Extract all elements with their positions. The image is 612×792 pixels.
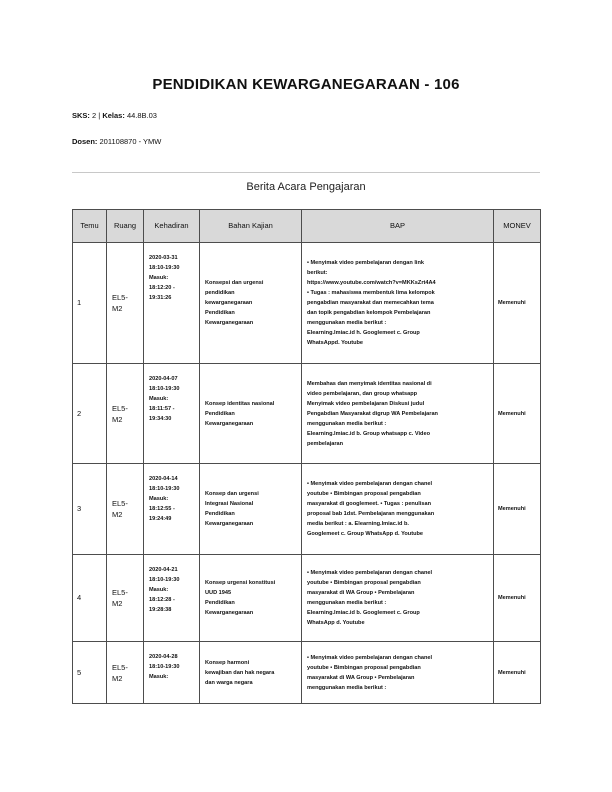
bahan-kajian-cell (200, 243, 302, 364)
bap-cell (302, 243, 494, 364)
kehadiran-line: Masuk: (149, 496, 169, 502)
ruang-cell (107, 243, 144, 364)
ruang-cell (107, 364, 144, 464)
table-row (73, 555, 541, 642)
kehadiran-line: 18:10-19:30 (149, 386, 180, 392)
ruang-line: M2 (112, 599, 123, 608)
ruang-line: EL5- (112, 588, 128, 597)
ruang-line: EL5- (112, 293, 128, 302)
bap-line: Pengabdian Masyarakat digrup WA Pembelajaran (307, 410, 438, 417)
course-meta (72, 111, 157, 120)
kelas-label: Kelas: (102, 111, 125, 120)
monev-cell: Memenuhi (494, 555, 541, 642)
bap-line: menggunakan media berikut : (307, 684, 387, 691)
bahan-line: Kewarganegaraan (205, 320, 254, 326)
ruang-line: EL5- (112, 662, 128, 672)
kehadiran-line: 19:34:30 (149, 416, 172, 422)
lecturer-info (72, 137, 161, 146)
bahan-line: Konsepsi dan urgensi (205, 280, 264, 286)
ruang-line: EL5- (112, 499, 128, 508)
monev-cell: Memenuhi (494, 243, 541, 364)
bahan-line: Pendidikan (205, 511, 235, 517)
bap-line: media berikut : a. Elearning.lmiac.id b. (307, 521, 409, 527)
bap-line: • Menyimak video pembelajaran dengan chanel (307, 654, 433, 661)
column-header-ruang: Ruang (107, 210, 144, 243)
teaching-report-table (72, 209, 541, 704)
kehadiran-line: 18:11:57 - (149, 406, 175, 412)
bahan-line: Konsep harmoni (205, 659, 250, 666)
meta-separator: | (98, 111, 101, 120)
bap-line: Elearning.lmiac.id b. Group whatsapp c. Video (307, 430, 430, 437)
bap-line: Elearning.lmiac.id h. Googlemeet c. Group (307, 330, 420, 336)
bap-line: masyarakat di WA Group • Pembelajaran (307, 674, 415, 681)
kehadiran-cell (144, 243, 200, 364)
bahan-line: Integrasi Nasional (205, 501, 254, 507)
bahan-line: Pendidikan (205, 310, 235, 316)
ruang-line: M2 (112, 414, 123, 424)
bap-line: • Menyimak video pembelajaran dengan chanel (307, 570, 433, 576)
kehadiran-cell (144, 642, 200, 704)
temu-cell: 4 (73, 555, 107, 642)
bahan-line: Konsep urgensi konstitusi (205, 580, 276, 586)
bap-line: berikut: (307, 270, 328, 276)
dosen-label: Dosen: (72, 137, 98, 146)
divider (72, 172, 540, 173)
ruang-cell (107, 642, 144, 704)
kehadiran-line: 18:10-19:30 (149, 265, 180, 271)
section-title: Berita Acara Pengajaran (246, 181, 366, 193)
column-header-bap: BAP (302, 210, 494, 243)
table-row (73, 464, 541, 555)
bap-line: video pembelajaran, dan group whatsapp (307, 390, 418, 397)
kehadiran-line: 2020-03-31 (149, 255, 178, 261)
temu-cell: 5 (73, 642, 107, 704)
kehadiran-line: 18:10-19:30 (149, 664, 180, 670)
bap-line: masyarakat di WA Group • Pembelajaran (307, 590, 415, 596)
monev-cell: Memenuhi (494, 642, 541, 704)
bahan-line: Kewarganegaraan (205, 521, 254, 527)
kehadiran-line: 18:10-19:30 (149, 486, 180, 492)
bahan-line: Pendidikan (205, 410, 235, 417)
monev-cell: Memenuhi (494, 464, 541, 555)
ruang-cell (107, 555, 144, 642)
bahan-kajian-cell (200, 555, 302, 642)
kehadiran-line: 19:24:49 (149, 516, 172, 522)
kehadiran-cell (144, 364, 200, 464)
bahan-line: Pendidikan (205, 600, 235, 606)
bap-line: https://www.youtube.com/watch?v=MKKsZrt4A4 (307, 280, 436, 286)
bap-cell (302, 464, 494, 555)
ruang-cell (107, 464, 144, 555)
monev-cell: Memenuhi (494, 364, 541, 464)
bap-line: youtube • Bimbingan proposal pengabdian (307, 491, 421, 497)
bahan-line: Kewarganegaraan (205, 420, 254, 427)
bap-line: Membahas dan menyimak identitas nasional di (307, 380, 432, 387)
kehadiran-line: 2020-04-21 (149, 567, 178, 573)
bap-line: proposal bab 1dst. Pembelajaran menggunakan (307, 511, 435, 517)
kehadiran-line: 18:12:55 - (149, 506, 175, 512)
bap-line: Menyimak video pembelajaran Diskusi judul (307, 400, 425, 407)
bap-line: • Tugas : mahasiswa membentuk lima kelompok (307, 290, 435, 296)
bap-line: menggunakan media berikut : (307, 320, 387, 326)
temu-cell: 3 (73, 464, 107, 555)
bahan-line: dan warga negara (205, 679, 253, 686)
bahan-line: Konsep identitas nasional (205, 400, 275, 407)
bap-line: pembelajaran (307, 440, 344, 447)
bahan-line: kewajiban dan hak negara (205, 669, 275, 676)
bap-line: dan topik pengabdian kelompok Pembelajaran (307, 310, 431, 316)
bap-line: • Menyimak video pembelajaran dengan chanel (307, 481, 433, 487)
bap-cell (302, 642, 494, 704)
kehadiran-cell (144, 464, 200, 555)
bahan-line: kewarganegaraan (205, 300, 253, 306)
bap-line: Googlemeet c. Group WhatsApp d. Youtube (307, 531, 424, 537)
kehadiran-cell (144, 555, 200, 642)
kehadiran-line: Masuk: (149, 674, 169, 680)
bap-line: Elearning.lmiac.id b. Googlemeet c. Group (307, 610, 420, 616)
kehadiran-line: 2020-04-28 (149, 654, 178, 660)
kehadiran-line: 19:28:38 (149, 607, 172, 613)
bahan-line: Kewarganegaraan (205, 610, 254, 616)
bap-cell (302, 364, 494, 464)
bahan-line: Konsep dan urgensi (205, 491, 259, 497)
kehadiran-line: 2020-04-07 (149, 376, 178, 382)
dosen-value: 201108870 - YMW (99, 137, 162, 146)
column-header-monev: MONEV (494, 210, 541, 243)
bap-cell (302, 555, 494, 642)
bahan-kajian-cell (200, 364, 302, 464)
bap-line: youtube • Bimbingan proposal pengabdian (307, 580, 421, 586)
bahan-line: UUD 1945 (205, 590, 232, 596)
table-header-row (73, 210, 541, 243)
ruang-line: EL5- (112, 403, 128, 413)
table-row (73, 243, 541, 364)
bahan-line: pendidikan (205, 290, 235, 296)
sks-label: SKS: (72, 111, 90, 120)
kehadiran-line: 19:31:26 (149, 295, 172, 301)
table-row (73, 642, 541, 704)
kelas-value: 44.8B.03 (126, 111, 157, 120)
kehadiran-line: 18:12:28 - (149, 597, 175, 603)
ruang-line: M2 (112, 673, 123, 683)
column-header-kehadiran: Kehadiran (144, 210, 200, 243)
course-title: PENDIDIKAN KEWARGANEGARAAN - 106 (152, 76, 460, 93)
bap-line: youtube • Bimbingan proposal pengabdian (307, 664, 421, 671)
bahan-kajian-cell (200, 464, 302, 555)
bap-line: • Menyimak video pembelajaran dengan link (307, 260, 424, 266)
temu-cell: 2 (73, 364, 107, 464)
temu-cell: 1 (73, 243, 107, 364)
kehadiran-line: Masuk: (149, 396, 169, 402)
table-row (73, 364, 541, 464)
bap-line: WhatsAppd. Youtube (307, 340, 364, 346)
bap-line: WhatsApp d. Youtube (307, 620, 365, 626)
kehadiran-line: Masuk: (149, 275, 169, 281)
kehadiran-line: 18:12:20 - (149, 285, 175, 291)
bap-line: menggunakan media berikut : (307, 420, 387, 427)
kehadiran-line: 18:10-19:30 (149, 577, 180, 583)
sks-value: 2 (92, 111, 97, 120)
bap-line: masyarakat di googlemeet. • Tugas : penulisan (307, 501, 432, 507)
kehadiran-line: 2020-04-14 (149, 476, 178, 482)
bap-line: pengabdian masyarakat dan memecahkan tema (307, 300, 434, 306)
kehadiran-line: Masuk: (149, 587, 169, 593)
ruang-line: M2 (112, 304, 123, 313)
bahan-kajian-cell (200, 642, 302, 704)
column-header-temu: Temu (73, 210, 107, 243)
ruang-line: M2 (112, 510, 123, 519)
bap-line: menggunakan media berikut : (307, 600, 387, 606)
column-header-bahan-kajian: Bahan Kajian (200, 210, 302, 243)
